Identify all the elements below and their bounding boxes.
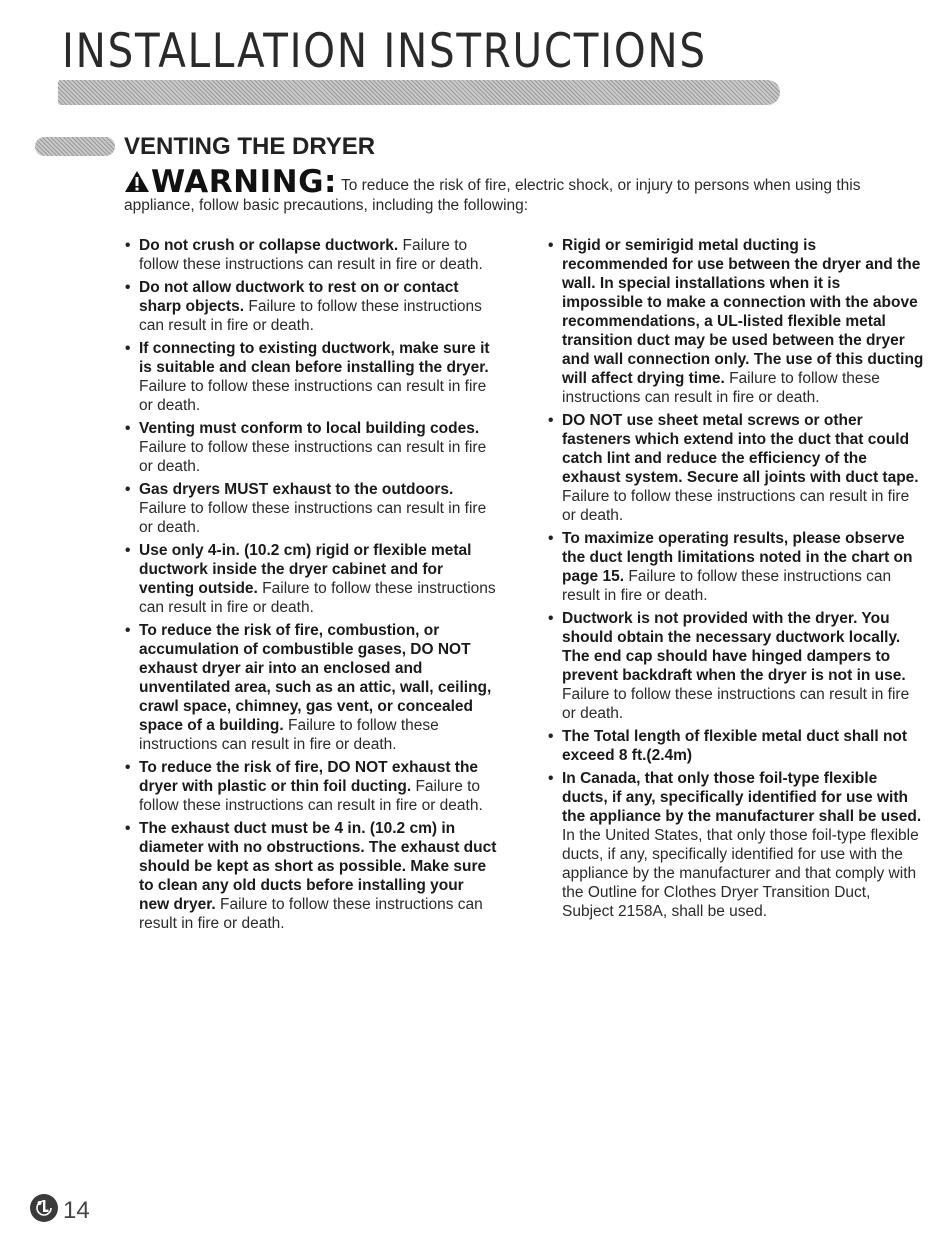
item-bold-text: Gas dryers MUST exhaust to the outdoors. xyxy=(139,481,454,498)
item-normal-text: Failure to follow these instructions can result in fire or death. xyxy=(139,896,483,932)
list-item xyxy=(125,541,497,617)
bullet-icon: • xyxy=(125,759,131,776)
item-normal-text: Failure to follow these instructions can result in fire or death. xyxy=(139,500,487,536)
item-normal-text: Failure to follow these instructions can result in fire or death. xyxy=(139,378,487,414)
item-bold-text: Rigid or semirigid metal ducting is recommended for use between the dryer and the wall. In special installations when it is impossible to make a connection with the above recommendations, a UL-listed flexible metal transition duct may be used between the dryer and wall connection only. The use of this ducting will affect drying time. xyxy=(562,237,924,387)
section-decorative-pill xyxy=(35,137,115,156)
left-column-list xyxy=(125,236,497,937)
item-normal-text: Failure to follow these instructions can result in fire or death. xyxy=(139,778,483,814)
item-bold-text: Ductwork is not provided with the dryer. You should obtain the necessary ductwork locally. The end cap should have hinged dampers to prevent backdraft when the dryer is not in use. xyxy=(562,610,906,684)
bullet-icon: • xyxy=(548,530,554,547)
item-bold-text: To reduce the risk of fire, combustion, or accumulation of combustible gases, DO NOT exhaust dryer air into an enclosed and unventilated area, such as an attic, wall, ceiling, crawl space, chimney, gas vent, or concealed space of a building. xyxy=(139,622,492,734)
item-bold-text: The Total length of flexible metal duct shall not exceed 8 ft.(2.4m) xyxy=(562,728,908,764)
bullet-icon: • xyxy=(125,279,131,296)
bullet-icon: • xyxy=(125,237,131,254)
item-normal-text: Failure to follow these instructions can result in fire or death. xyxy=(139,717,439,753)
list-item xyxy=(125,480,497,537)
item-bold-text: DO NOT use sheet metal screws or other fasteners which extend into the duct that could catch lint and reduce the efficiency of the exhaust system. Secure all joints with duct tape. xyxy=(562,412,919,486)
bullet-icon: • xyxy=(125,340,131,357)
item-bold-text: Do not crush or collapse ductwork. xyxy=(139,237,399,254)
warning-triangle-icon xyxy=(124,170,150,193)
section-heading: VENTING THE DRYER xyxy=(124,133,376,160)
item-normal-text: Failure to follow these instructions can result in fire or death. xyxy=(562,488,910,524)
bullet-icon: • xyxy=(548,412,554,429)
title-decorative-bar xyxy=(58,80,780,105)
bullet-icon: • xyxy=(548,770,554,787)
page-title: INSTALLATION INSTRUCTIONS xyxy=(62,24,707,79)
item-bold-text: In Canada, that only those foil-type flexible ducts, if any, specifically identified for use with the appliance by the manufacturer shall be used. xyxy=(562,770,922,825)
list-item xyxy=(548,609,924,723)
item-normal-text: Failure to follow these instructions can result in fire or death. xyxy=(562,568,892,604)
list-item xyxy=(125,236,497,274)
item-bold-text: Do not allow ductwork to rest on or contact sharp objects. xyxy=(139,279,459,315)
list-item xyxy=(125,758,497,815)
bullet-icon: • xyxy=(548,728,554,745)
item-normal-text: In the United States, that only those foil-type flexible ducts, if any, specifically identified for use with the appliance by the manufacturer and that comply with the Outline for Clothes Dryer Transition Duct, Subject 2158A, shall be used. xyxy=(562,827,919,920)
item-normal-text: Failure to follow these instructions can result in fire or death. xyxy=(562,686,910,722)
warning-text: To reduce the risk of fire, electric shock, or injury to persons when using this appliance, follow basic precautions, including the following: xyxy=(124,177,861,214)
warning-label: WARNING: xyxy=(151,164,337,200)
item-bold-text: The exhaust duct must be 4 in. (10.2 cm) in diameter with no obstructions. The exhaust duct should be kept as short as possible. Make sure to clean any old ducts before installing your new dryer. xyxy=(139,820,497,913)
right-column-list xyxy=(548,236,924,925)
list-item xyxy=(125,278,497,335)
bullet-icon: • xyxy=(125,481,131,498)
list-item xyxy=(548,727,924,765)
item-normal-text: Failure to follow these instructions can result in fire or death. xyxy=(139,237,483,273)
item-bold-text: To reduce the risk of fire, DO NOT exhaust the dryer with plastic or thin foil ducting. xyxy=(139,759,479,795)
item-normal-text: Failure to follow these instructions can result in fire or death. xyxy=(139,298,482,334)
bullet-icon: • xyxy=(125,542,131,559)
page-number: 14 xyxy=(63,1197,90,1224)
list-item xyxy=(548,411,924,525)
item-normal-text: Failure to follow these instructions can result in fire or death. xyxy=(139,439,487,475)
list-item xyxy=(125,339,497,415)
item-bold-text: Use only 4-in. (10.2 cm) rigid or flexible metal ductwork inside the dryer cabinet and for venting outside. xyxy=(139,542,472,597)
bullet-icon: • xyxy=(125,622,131,639)
warning-block xyxy=(124,164,924,216)
list-item xyxy=(548,529,924,605)
bullet-icon: • xyxy=(548,610,554,627)
list-item xyxy=(125,621,497,754)
bullet-icon: • xyxy=(548,237,554,254)
list-item xyxy=(125,819,497,933)
list-item xyxy=(548,769,924,921)
item-normal-text: Failure to follow these instructions can result in fire or death. xyxy=(139,580,496,616)
item-bold-text: Venting must conform to local building codes. xyxy=(139,420,480,437)
item-normal-text: Failure to follow these instructions can result in fire or death. xyxy=(562,370,880,406)
bullet-icon: • xyxy=(125,820,131,837)
bullet-icon: • xyxy=(125,420,131,437)
list-item xyxy=(548,236,924,407)
item-bold-text: If connecting to existing ductwork, make sure it is suitable and clean before installing the dryer. xyxy=(139,340,490,376)
lg-logo-icon xyxy=(29,1193,59,1223)
list-item xyxy=(125,419,497,476)
item-bold-text: To maximize operating results, please observe the duct length limitations noted in the chart on page 15. xyxy=(562,530,913,585)
